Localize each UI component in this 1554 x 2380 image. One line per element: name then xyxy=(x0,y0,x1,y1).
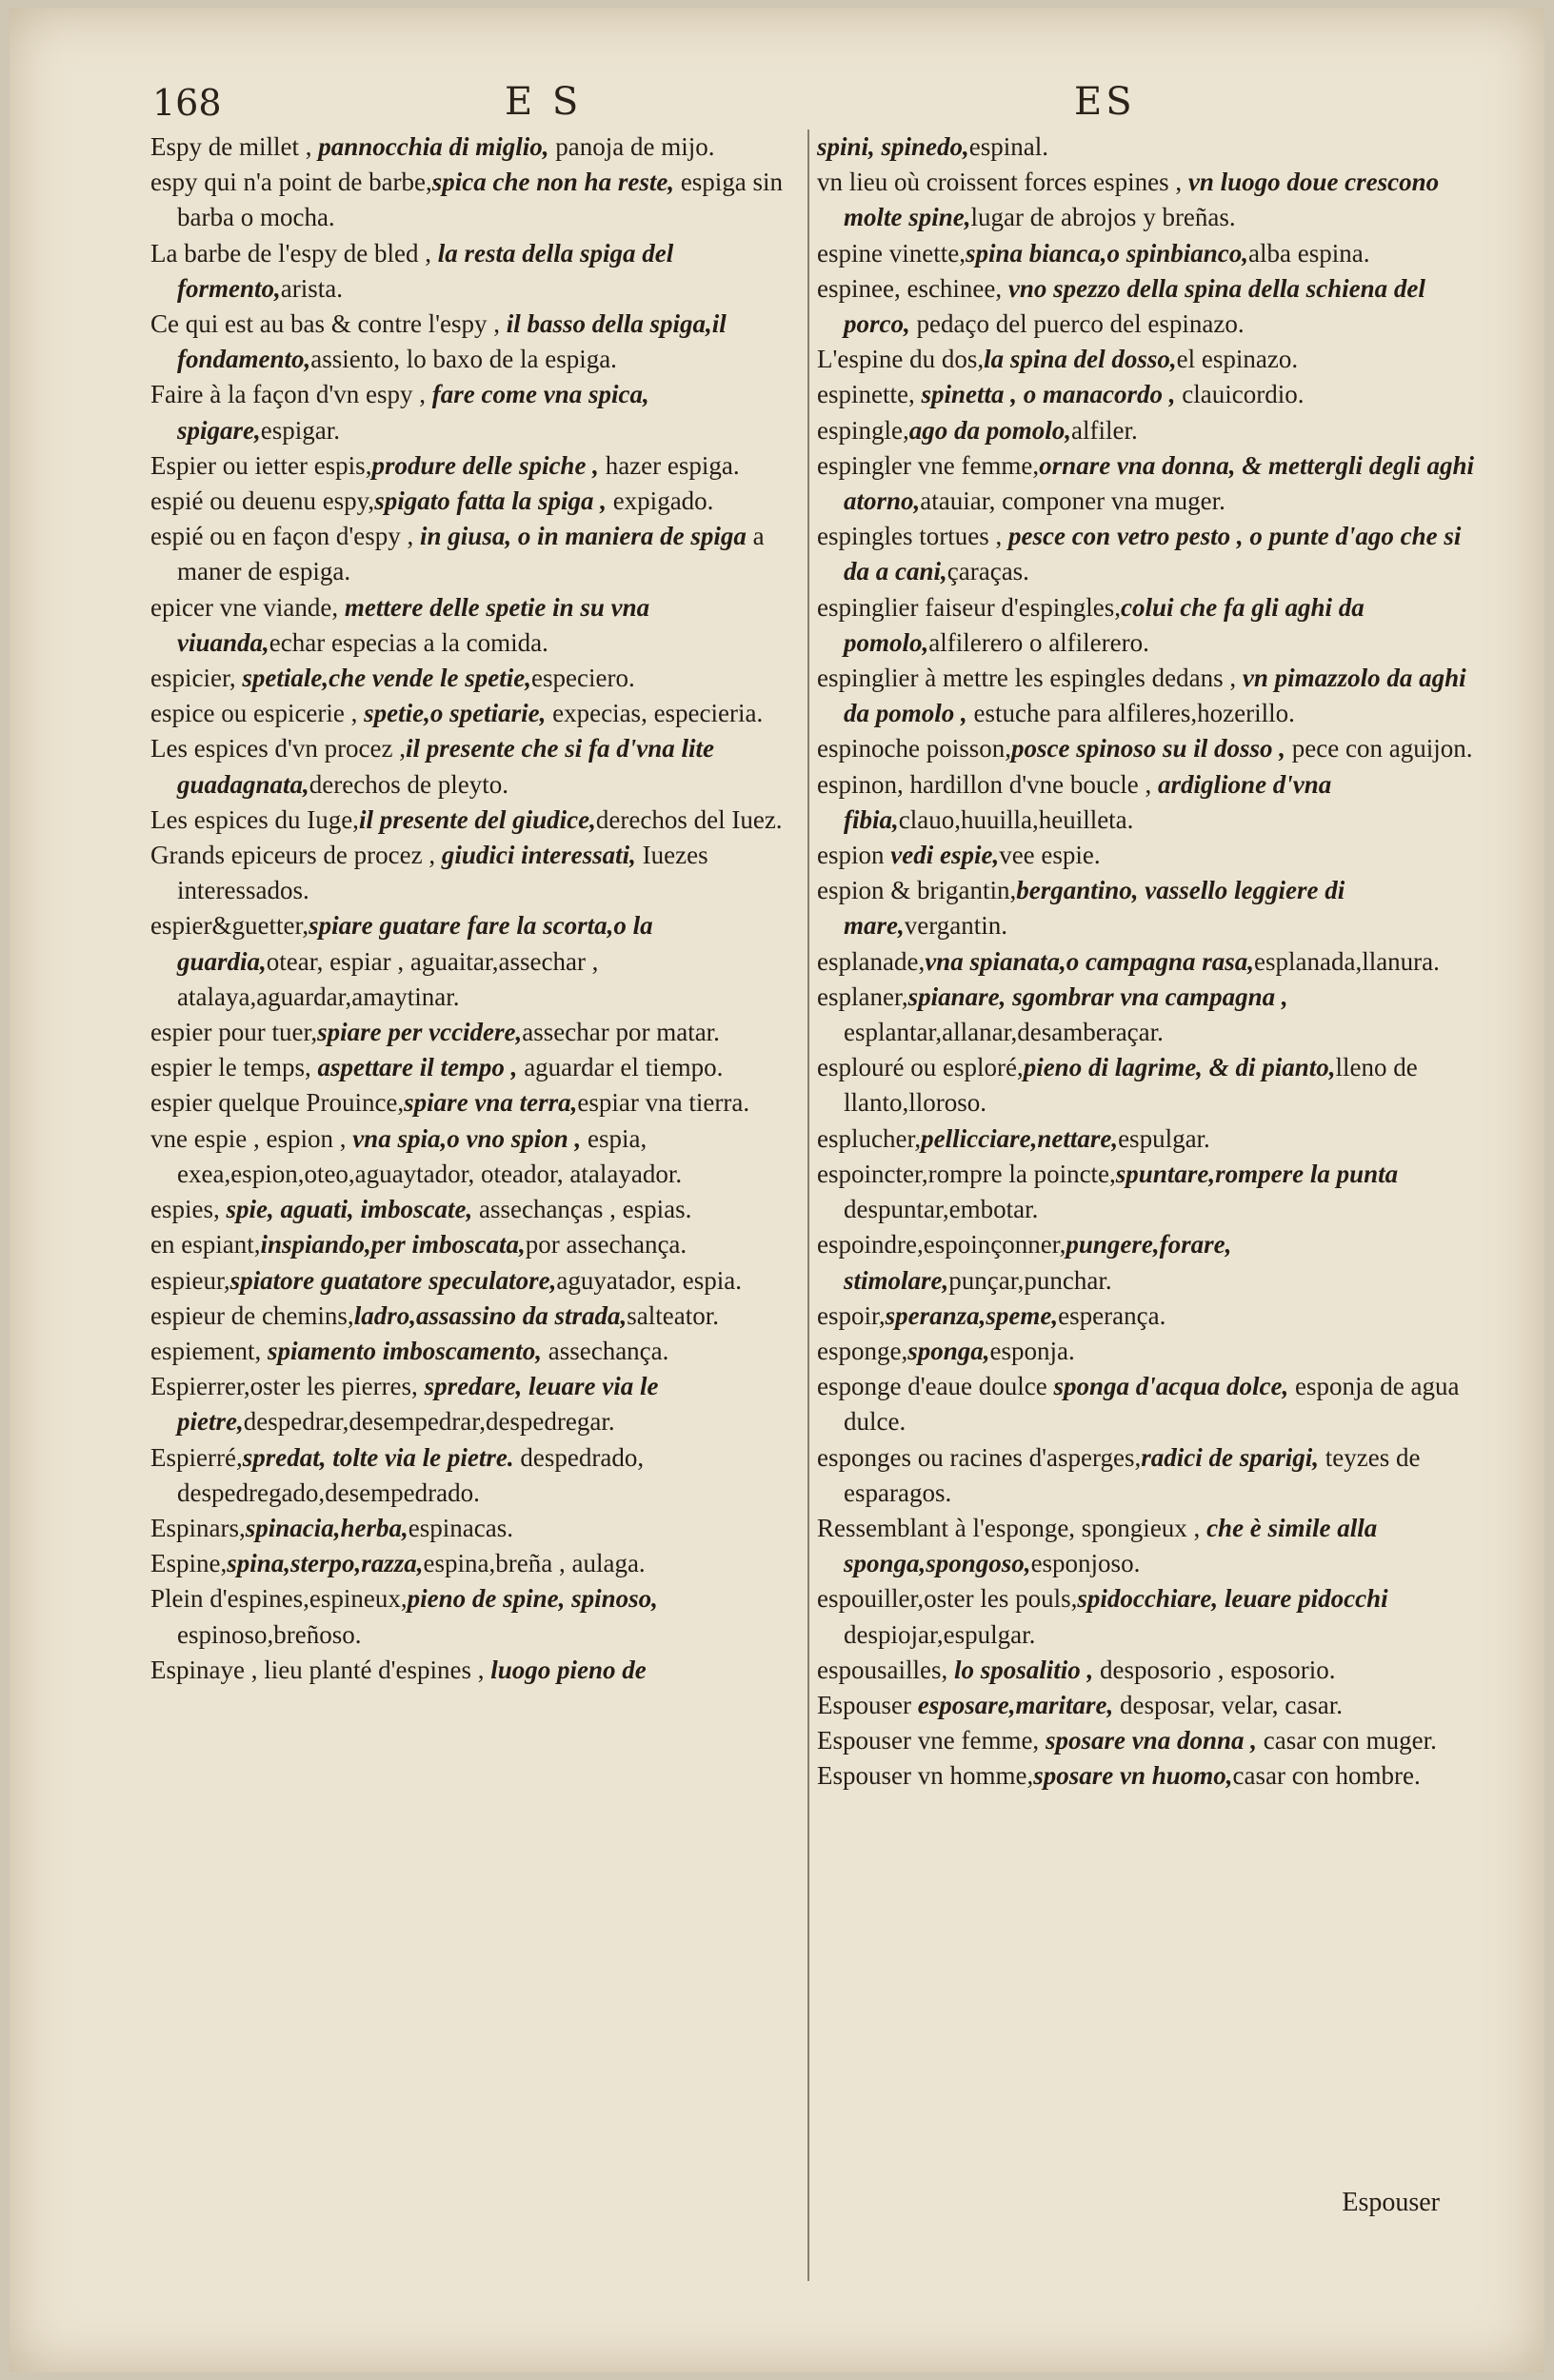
french-term: epicer vne viande, xyxy=(150,592,345,622)
spanish-translation: vee espie. xyxy=(999,841,1101,870)
dictionary-entry xyxy=(817,1688,1484,1723)
italian-translation: vno spezzo della spina della schiena del porco, xyxy=(844,273,1425,339)
dictionary-entry xyxy=(817,448,1484,519)
dictionary-entry xyxy=(150,484,798,519)
spanish-translation: vergantin. xyxy=(904,911,1007,941)
italian-translation: spina,sterpo,razza, xyxy=(227,1549,424,1578)
french-term: espingles tortues , xyxy=(817,522,1008,551)
french-term: espier quelque Prouince, xyxy=(150,1088,405,1118)
french-term: Ce qui est au bas & contre l'espy , xyxy=(150,309,507,339)
italian-translation: spiatore guatatore speculatore, xyxy=(229,1265,557,1295)
italian-translation: sponga, xyxy=(907,1336,990,1365)
spanish-translation: por assechança. xyxy=(525,1230,687,1259)
dictionary-entry xyxy=(150,590,798,661)
italian-translation: mettere delle spetie in su vna viuanda, xyxy=(177,592,650,657)
dictionary-entry xyxy=(150,1227,798,1262)
dictionary-entry xyxy=(150,696,798,731)
spanish-translation: despedrar,desempedrar,despedregar. xyxy=(243,1407,615,1437)
spanish-translation: despiojar,espulgar. xyxy=(844,1619,1036,1649)
spanish-translation: esponja de agua dulce. xyxy=(844,1372,1460,1437)
dictionary-entry xyxy=(817,1299,1484,1334)
spanish-translation: alfilerero o alfilerero. xyxy=(928,627,1149,657)
page-number: 168 xyxy=(152,82,222,124)
italian-translation: lo sposalitio , xyxy=(953,1655,1094,1684)
dictionary-entry xyxy=(150,1653,798,1688)
italian-translation: esposare,maritare, xyxy=(917,1690,1114,1719)
spanish-translation: atauiar, componer vna muger. xyxy=(920,486,1225,516)
italian-translation: spie, aguati, imboscate, xyxy=(226,1195,473,1224)
italian-translation: il presente del giudice, xyxy=(358,804,596,834)
dictionary-entry xyxy=(150,448,798,484)
french-term: espinglier à mettre les espingles dedans , xyxy=(817,664,1243,693)
dictionary-entry xyxy=(817,165,1484,235)
spanish-translation: espinacas. xyxy=(408,1513,513,1542)
french-term: espicier, xyxy=(150,664,243,693)
french-term: espoincter,rompre la poincte, xyxy=(817,1159,1116,1188)
french-term: Les espices d'vn procez , xyxy=(150,734,407,764)
french-term: Espierré, xyxy=(150,1442,243,1472)
dictionary-entry xyxy=(817,377,1484,412)
french-term: Espouser vn homme, xyxy=(817,1761,1034,1791)
italian-translation: spina bianca,o spinbianco, xyxy=(965,238,1249,268)
french-term: espine vinette, xyxy=(817,238,966,268)
spanish-translation: esponja. xyxy=(989,1336,1075,1365)
italian-translation: ardiglione d'vna fibia, xyxy=(844,769,1332,834)
dictionary-entry xyxy=(150,519,798,589)
dictionary-entry xyxy=(817,838,1484,873)
spanish-translation: especiero. xyxy=(531,664,635,693)
spanish-translation: echar especias a la comida. xyxy=(269,627,548,657)
dictionary-entry xyxy=(150,731,798,802)
french-term: vne espie , espion , xyxy=(150,1123,353,1153)
dictionary-entry xyxy=(817,661,1484,731)
spanish-translation: espina,breña , aulaga. xyxy=(423,1549,646,1578)
spanish-translation: assechança. xyxy=(541,1336,669,1365)
french-term: espingler vne femme, xyxy=(817,450,1040,480)
italian-translation: luogo pieno de xyxy=(490,1655,647,1684)
dictionary-entry xyxy=(817,342,1484,377)
italian-translation: spiare per vccidere, xyxy=(317,1018,523,1047)
dictionary-entry xyxy=(817,1511,1484,1581)
french-term: Espine, xyxy=(150,1549,228,1578)
running-header xyxy=(10,72,1544,129)
italian-translation: spianare, sgombrar vna campagna , xyxy=(907,982,1288,1011)
dictionary-entry xyxy=(150,236,798,307)
italian-translation: pannocchia di miglio, xyxy=(318,132,549,161)
french-term: espinoche poisson, xyxy=(817,734,1011,764)
italian-translation: spiare guatare fare la scorta,o la guardia, xyxy=(177,911,653,976)
dictionary-entry xyxy=(150,838,798,908)
spanish-translation: hazer espiga. xyxy=(598,450,740,480)
dictionary-entry xyxy=(150,1581,798,1652)
italian-translation: pungere,forare, stimolare, xyxy=(844,1230,1232,1295)
french-term: Espouser vne femme, xyxy=(817,1726,1046,1755)
italian-translation: spredare, leuare via le pietre, xyxy=(177,1372,659,1437)
dictionary-entry xyxy=(817,1723,1484,1758)
italian-translation: spidocchiare, leuare pidocchi xyxy=(1077,1584,1388,1614)
spanish-translation: derechos de pleyto. xyxy=(309,769,508,799)
italian-translation: in giusa, o in maniera de spiga xyxy=(420,522,747,551)
spanish-translation: espiga sin barba o mocha. xyxy=(177,168,784,232)
french-term: Espouser xyxy=(817,1690,918,1719)
italian-translation: vna spianata,o campagna rasa, xyxy=(925,946,1254,976)
italian-translation: inspiando,per imboscata, xyxy=(260,1230,526,1259)
french-term: Grands epiceurs de procez , xyxy=(150,841,442,870)
spanish-translation: despedrado, despedregado,desempedrado. xyxy=(177,1442,645,1507)
spanish-translation: esperança. xyxy=(1058,1300,1166,1330)
italian-translation: ladro,assassino da strada, xyxy=(353,1300,628,1330)
italian-translation: spinetta , o manacordo , xyxy=(921,380,1176,409)
dictionary-entry xyxy=(150,908,798,1015)
spanish-translation: lugar de abrojos y breñas. xyxy=(970,203,1236,232)
french-term: espié ou en façon d'espy , xyxy=(150,522,421,551)
dictionary-entry xyxy=(817,1758,1484,1794)
italian-translation: pieno de spine, spinoso, xyxy=(407,1584,658,1614)
italian-translation: ornare vna donna, & mettergli degli aghi atorno, xyxy=(844,450,1474,516)
dictionary-entry xyxy=(150,1299,798,1334)
spanish-translation: otear, espiar , aguaitar,assechar , atalaya,aguardar,amaytinar. xyxy=(177,946,599,1011)
dictionary-entry xyxy=(150,165,798,235)
french-term: espoindre,espoinçonner, xyxy=(817,1230,1066,1259)
dictionary-entry xyxy=(150,1015,798,1050)
french-term: espice ou espicerie , xyxy=(150,699,365,728)
spanish-translation: espia, exea,espion,oteo,aguaytador, oteador, atalayador. xyxy=(177,1123,683,1188)
french-term: espousailles, xyxy=(817,1655,954,1684)
french-term: La barbe de l'espy de bled , xyxy=(150,238,438,268)
spanish-translation: espigar. xyxy=(260,415,340,445)
spanish-translation: Iuezes interessados. xyxy=(177,841,708,905)
spanish-translation: clauo,huuilla,heuilleta. xyxy=(898,804,1134,834)
dictionary-entry xyxy=(150,1050,798,1085)
french-term: esponge, xyxy=(817,1336,908,1365)
french-term: vn lieu où croissent forces espines , xyxy=(817,168,1188,197)
italian-translation: spiamento imboscamento, xyxy=(267,1336,542,1365)
dictionary-entry xyxy=(150,803,798,838)
italian-translation: vedi espie, xyxy=(890,841,1000,870)
dictionary-entry xyxy=(150,307,798,377)
dictionary-entry xyxy=(150,1263,798,1299)
french-term: espieur, xyxy=(150,1265,230,1295)
spanish-translation: despuntar,embotar. xyxy=(844,1195,1039,1224)
spanish-translation: salteator. xyxy=(627,1300,719,1330)
french-term: espouiller,oster les pouls, xyxy=(817,1584,1078,1614)
italian-translation: spigato fatta la spiga , xyxy=(374,486,607,516)
french-term: espieur de chemins, xyxy=(150,1300,354,1330)
left-column xyxy=(150,129,798,1688)
italian-translation: posce spinoso su il dosso , xyxy=(1010,734,1286,764)
dictionary-entry xyxy=(817,519,1484,589)
french-term: Espinars, xyxy=(150,1513,246,1542)
french-term: Ressemblant à l'esponge, spongieux , xyxy=(817,1513,1207,1542)
italian-translation: spinacia,herba, xyxy=(245,1513,408,1542)
french-term: Espinaye , lieu planté d'espines , xyxy=(150,1655,491,1684)
french-term: espion & brigantin, xyxy=(817,876,1017,905)
french-term: espinette, xyxy=(817,380,922,409)
spanish-translation: punçar,punchar. xyxy=(948,1265,1112,1295)
spanish-translation: alba espina. xyxy=(1248,238,1370,268)
spanish-translation: espulgar. xyxy=(1118,1123,1210,1153)
dictionary-entry xyxy=(817,1581,1484,1652)
spanish-translation: aguardar el tiempo. xyxy=(517,1053,724,1082)
dictionary-entry xyxy=(817,731,1484,766)
italian-translation: che è simile alla sponga,spongoso, xyxy=(844,1513,1378,1578)
italian-translation: sposare vna donna , xyxy=(1045,1726,1257,1755)
dictionary-entry xyxy=(817,767,1484,838)
spanish-translation: casar con hombre. xyxy=(1232,1761,1421,1791)
dictionary-entry xyxy=(150,1192,798,1227)
dictionary-entry xyxy=(817,944,1484,980)
dictionary-entry xyxy=(817,129,1484,165)
spanish-translation: teyzes de esparagos. xyxy=(844,1442,1421,1507)
italian-translation: la resta della spiga del formento, xyxy=(177,238,674,303)
spanish-translation: assechar por matar. xyxy=(522,1018,720,1047)
french-term: espoir, xyxy=(817,1300,886,1330)
italian-translation: speranza,speme, xyxy=(885,1300,1059,1330)
dictionary-entry xyxy=(817,1157,1484,1227)
french-term: espion xyxy=(817,841,891,870)
dictionary-entry xyxy=(817,413,1484,448)
french-term: esplaner, xyxy=(817,982,908,1011)
french-term: espinon, hardillon d'vne boucle , xyxy=(817,769,1159,799)
dictionary-entry xyxy=(150,377,798,447)
spanish-translation: expecias, especieria. xyxy=(546,699,764,728)
italian-translation: pellicciare,nettare, xyxy=(921,1123,1119,1153)
italian-translation: la spina del dosso, xyxy=(984,345,1177,374)
french-term: Les espices du Iuge, xyxy=(150,804,359,834)
french-term: espier pour tuer, xyxy=(150,1018,318,1047)
right-column-heading: ES xyxy=(1074,80,1136,124)
spanish-translation: clauicordio. xyxy=(1175,380,1305,409)
spanish-translation: alfiler. xyxy=(1071,415,1138,445)
dictionary-entry xyxy=(150,661,798,696)
italian-translation: vn pimazzolo da aghi da pomolo , xyxy=(844,664,1466,728)
dictionary-entry xyxy=(150,1369,798,1439)
italian-translation: aspettare il tempo , xyxy=(317,1053,518,1082)
french-term: Plein d'espines,espineux, xyxy=(150,1584,408,1614)
italian-translation: spiare vna terra, xyxy=(404,1088,578,1118)
dictionary-entry xyxy=(817,873,1484,943)
italian-translation: spuntare,rompere la punta xyxy=(1115,1159,1399,1188)
french-term: espinee, eschinee, xyxy=(817,273,1008,303)
spanish-translation: casar con muger. xyxy=(1256,1726,1437,1755)
dictionary-entry xyxy=(150,1334,798,1369)
spanish-translation: lleno de llanto,lloroso. xyxy=(844,1053,1418,1118)
dictionary-entry xyxy=(150,1121,798,1192)
french-term: espier le temps, xyxy=(150,1053,318,1082)
french-term: L'espine du dos, xyxy=(817,345,985,374)
book-page xyxy=(10,8,1544,2372)
spanish-translation: aguyatador, espia. xyxy=(556,1265,742,1295)
dictionary-entry xyxy=(150,1085,798,1121)
dictionary-entry xyxy=(150,1546,798,1581)
italian-translation: spredat, tolte via le pietre. xyxy=(242,1442,514,1472)
spanish-translation: pedaço del puerco del espinazo. xyxy=(909,309,1245,339)
french-term: espinglier faiseur d'espingles, xyxy=(817,592,1122,622)
french-term: Espy de millet , xyxy=(150,132,319,161)
spanish-translation: estuche para alfileres,hozerillo. xyxy=(966,699,1295,728)
italian-translation: sposare vn huomo, xyxy=(1033,1761,1233,1791)
italian-translation: radici de sparigi, xyxy=(1141,1442,1320,1472)
right-column xyxy=(817,129,1484,1795)
italian-translation: vna spia,o vno spion , xyxy=(352,1123,582,1153)
spanish-translation: esponjoso. xyxy=(1030,1549,1141,1578)
french-term: Espier ou ietter espis, xyxy=(150,450,372,480)
spanish-translation: expigado. xyxy=(606,486,714,516)
french-term: esponges ou racines d'asperges, xyxy=(817,1442,1142,1472)
french-term: en espiant, xyxy=(150,1230,261,1259)
spanish-translation: espiar vna tierra. xyxy=(577,1088,750,1118)
french-term: espier&guetter, xyxy=(150,911,309,941)
italian-translation: vn luogo doue crescono molte spine, xyxy=(844,168,1440,232)
french-term: espies, xyxy=(150,1195,227,1224)
french-term: espiement, xyxy=(150,1336,268,1365)
italian-translation: giudici interessati, xyxy=(441,841,636,870)
italian-translation: sponga d'acqua dolce, xyxy=(1053,1372,1289,1401)
column-rule xyxy=(807,129,809,2281)
spanish-translation: panoja de mijo. xyxy=(548,132,715,161)
spanish-translation: arista. xyxy=(280,273,343,303)
french-term: espingle, xyxy=(817,415,909,445)
spanish-translation: espinal. xyxy=(968,132,1049,161)
dictionary-entry xyxy=(817,590,1484,661)
italian-translation: produre delle spiche , xyxy=(371,450,599,480)
spanish-translation: assechanças , espias. xyxy=(472,1195,692,1224)
french-term: esplouré ou esploré, xyxy=(817,1053,1024,1082)
italian-translation: ago da pomolo, xyxy=(908,415,1071,445)
spanish-translation: desposorio , esposorio. xyxy=(1093,1655,1336,1684)
italian-translation: bergantino, vassello leggiere di mare, xyxy=(844,876,1345,941)
french-term: esponge d'eaue doulce xyxy=(817,1372,1054,1401)
spanish-translation: assiento, lo baxo de la espiga. xyxy=(310,345,617,374)
french-term: espy qui n'a point de barbe, xyxy=(150,168,432,197)
dictionary-entry xyxy=(150,1440,798,1511)
dictionary-entry xyxy=(817,1050,1484,1121)
dictionary-entry xyxy=(817,1653,1484,1688)
dictionary-entry xyxy=(817,1334,1484,1369)
spanish-translation: a maner de espiga. xyxy=(177,522,765,586)
italian-translation: fare come vna spica, spigare, xyxy=(177,380,649,445)
spanish-translation: esplantar,allanar,desamberaçar. xyxy=(844,1018,1164,1047)
italian-translation: pieno di lagrime, & di pianto, xyxy=(1023,1053,1336,1082)
dictionary-entry xyxy=(817,980,1484,1050)
spanish-translation: espinoso,breñoso. xyxy=(177,1619,362,1649)
french-term: espié ou deuenu espy, xyxy=(150,486,375,516)
dictionary-entry xyxy=(817,236,1484,271)
dictionary-entry xyxy=(817,271,1484,342)
italian-translation: spetiale,che vende le spetie, xyxy=(242,664,532,693)
catchword: Espouser xyxy=(1342,2188,1440,2217)
dictionary-entry xyxy=(817,1369,1484,1439)
dictionary-entry xyxy=(817,1227,1484,1298)
dictionary-entry xyxy=(150,129,798,165)
french-term: Espierrer,oster les pierres, xyxy=(150,1372,425,1401)
spanish-translation: esplanada,llanura. xyxy=(1254,946,1440,976)
italian-translation: pesce con vetro pesto , o punte d'ago che si da a cani, xyxy=(844,522,1462,586)
italian-translation: il presente che si fa d'vna lite guadagnata, xyxy=(177,734,714,799)
spanish-translation: pece con aguijon. xyxy=(1285,734,1473,764)
italian-translation: il basso della spiga,il fondamento, xyxy=(177,309,727,374)
dictionary-entry xyxy=(150,1511,798,1546)
spanish-translation: derechos del Iuez. xyxy=(595,804,783,834)
french-term: esplucher, xyxy=(817,1123,922,1153)
spanish-translation: desposar, velar, casar. xyxy=(1113,1690,1343,1719)
french-term: Faire à la façon d'vn espy , xyxy=(150,380,432,409)
left-column-heading: E S xyxy=(505,80,583,124)
french-term: esplanade, xyxy=(817,946,926,976)
italian-translation: spini, spinedo, xyxy=(817,132,969,161)
dictionary-entry xyxy=(817,1121,1484,1157)
italian-translation: spica che non ha reste, xyxy=(431,168,675,197)
spanish-translation: çaraças. xyxy=(946,557,1029,586)
spanish-translation: el espinazo. xyxy=(1176,345,1299,374)
italian-translation: spetie,o spetiarie, xyxy=(364,699,547,728)
dictionary-entry xyxy=(817,1440,1484,1511)
italian-translation: colui che fa gli aghi da pomolo, xyxy=(844,592,1365,657)
